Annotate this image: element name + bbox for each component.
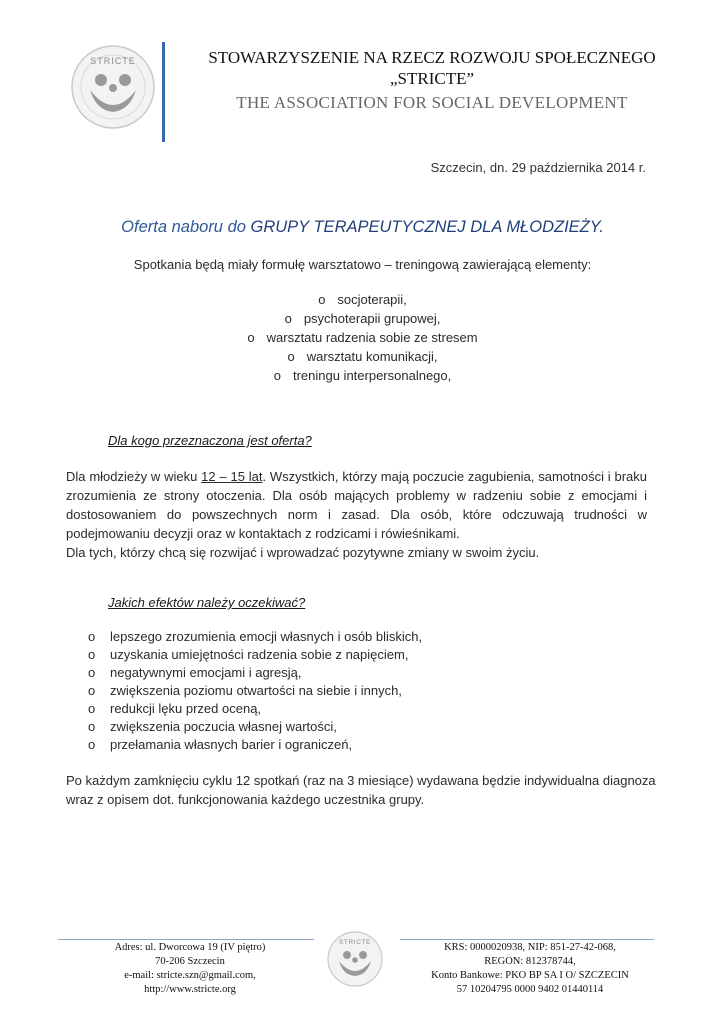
audience-paragraph: Dla młodzieży w wieku 12 – 15 lat. Wszystkich, którzy mają poczucie zagubienia, samotności i braku zrozumienia ze strony otoczenia. Dla osób mających problemy w radzeniu sobie z emocjami i dostosowaniem do powszechnych norm i zasad. Dla osób, które odczuwają trudności w podejmowaniu decyzji oraz w kontaktach z rodzicami i rówieśnikami. Dla tych, którzy chcą się rozwijać i wprowadzać pozytywne zmiany w swoim życiu. (66, 469, 647, 560)
footer-krs-nip: KRS: 0000020938, NIP: 851-27-42-068, (444, 942, 616, 953)
header-divider (162, 42, 165, 142)
list-item: o redukcji lęku przed oceną, (88, 701, 262, 716)
footer-account-number: 57 10204795 0000 9402 01440114 (456, 984, 604, 995)
document-title (0, 218, 725, 237)
logo-text: STRICTE (90, 56, 136, 66)
section-heading-effects: Jakich efektów należy oczekiwać? (108, 595, 306, 610)
org-name-line1: STOWARZYSZENIE NA RZECZ ROZWOJU SPOŁECZNEGO (208, 48, 656, 67)
title-prefix: Oferta naboru do (121, 218, 251, 236)
list-item: o negatywnymi emocjami i agresją, (88, 665, 302, 680)
list-item: o przełamania własnych barier i ograniczeń, (88, 737, 353, 752)
elements-list (0, 290, 725, 385)
stricte-logo-footer (326, 930, 384, 988)
list-item: o warsztatu radzenia sobie ze stresem (247, 330, 478, 345)
footer-divider-right (400, 939, 654, 940)
stricte-logo (70, 44, 156, 130)
org-name-english: THE ASSOCIATION FOR SOCIAL DEVELOPMENT (236, 93, 628, 112)
list-item: o zwiększenia poziomu otwartości na siebie i innych, (88, 683, 402, 698)
bullet-icon: o (247, 330, 255, 345)
bullet-icon: o (88, 629, 96, 644)
bullet-icon: o (284, 311, 292, 326)
closing-paragraph: Po każdym zamknięciu cyklu 12 spotkań (raz na 3 miesiące) wydawana będzie indywidualna diagnoza wraz z opisem dot. funkcjonowania każdego uczestnika grupy. (66, 773, 656, 807)
age-range: 12 – 15 lat (201, 469, 263, 484)
bullet-icon: o (88, 719, 96, 734)
title-emphasis: GRUPY TERAPEUTYCZNEJ DLA MŁODZIEŻY. (250, 218, 604, 236)
footer-address-line: Adres: ul. Dworcowa 19 (IV piętro) (114, 942, 266, 953)
org-name-line2: „STRICTE” (389, 69, 475, 88)
list-item: o uzyskania umiejętności radzenia sobie z napięciem, (88, 647, 409, 662)
footer-regon: REGON: 812378744, (484, 956, 576, 967)
section-heading-audience: Dla kogo przeznaczona jest oferta? (108, 433, 312, 448)
bullet-icon: o (273, 368, 281, 383)
list-item: o treningu interpersonalnego, (273, 368, 452, 383)
bullet-icon: o (287, 349, 295, 364)
bullet-icon: o (88, 683, 96, 698)
effects-list (88, 628, 422, 754)
bullet-icon: o (88, 701, 96, 716)
footer-divider-left (58, 939, 314, 940)
bullet-icon: o (88, 737, 96, 752)
bullet-icon: o (318, 292, 326, 307)
footer-address (80, 941, 300, 997)
document-date: Szczecin, dn. 29 października 2014 r. (430, 160, 646, 175)
list-item: o warsztatu komunikacji, (287, 349, 438, 364)
footer-postal-code: 70-206 Szczecin (155, 956, 225, 967)
list-item: o psychoterapii grupowej, (284, 311, 441, 326)
footer-website[interactable]: http://www.stricte.org (144, 984, 236, 995)
bullet-icon: o (88, 665, 96, 680)
list-item: o socjoterapii, (318, 292, 407, 307)
footer-bank: Konto Bankowe: PKO BP SA I O/ SZCZECIN (431, 970, 629, 981)
list-item: o lepszego zrozumienia emocji własnych i osób bliskich, (88, 629, 423, 644)
audience-last-line: Dla tych, którzy chcą się rozwijać i wprowadzać pozytywne zmiany w swoim życiu. (66, 545, 540, 560)
intro-text: Spotkania będą miały formułę warsztatowo – treningową zawierającą elementy: (133, 257, 592, 272)
footer-logo-text: STRICTE (338, 939, 372, 946)
footer-email[interactable]: e-mail: stricte.szn@gmail.com, (124, 970, 256, 981)
footer-registry (410, 941, 650, 997)
list-item: o zwiększenia poczucia własnej wartości, (88, 719, 337, 734)
bullet-icon: o (88, 647, 96, 662)
